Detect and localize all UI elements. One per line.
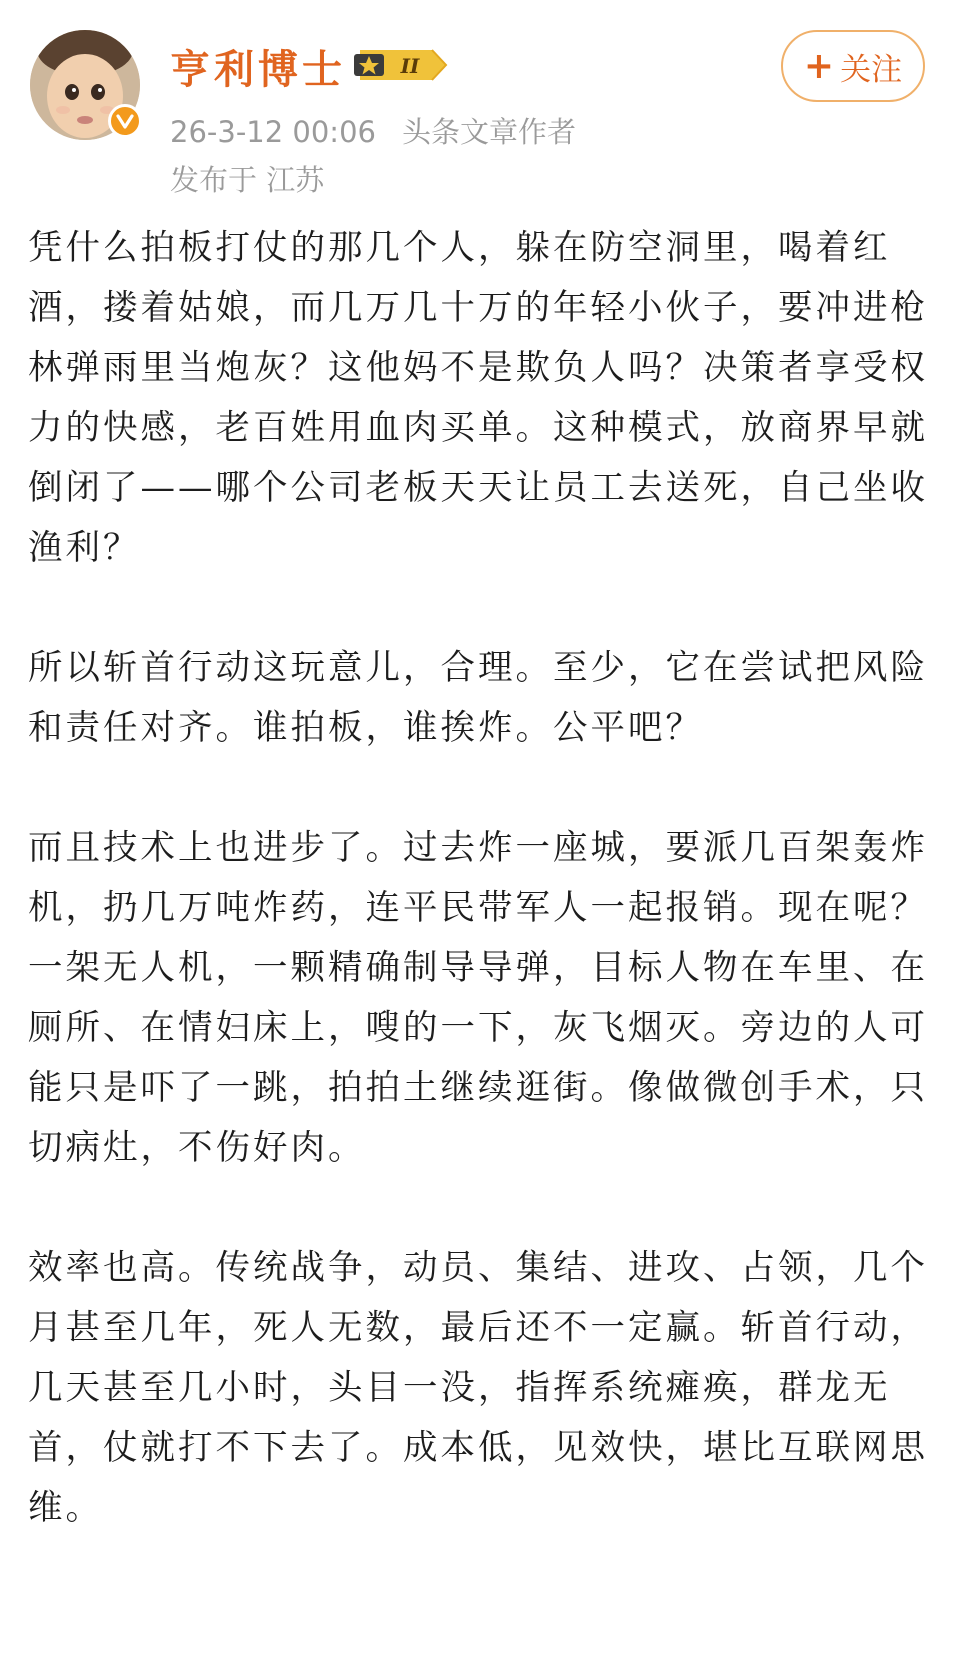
paragraph: 所以斩首行动这玩意儿，合理。至少，它在尝试把风险和责任对齐。谁拍板，谁挨炸。公平吧？	[28, 648, 928, 748]
plus-icon: +	[803, 45, 835, 87]
level-badge-label: II	[400, 54, 420, 78]
follow-button-label: 关注	[840, 51, 903, 88]
paragraph: 凭什么拍板打仗的那几个人，躲在防空洞里，喝着红酒，搂着姑娘，而几万几十万的年轻小伙子，要冲进枪林弹雨里当炮灰？这他妈不是欺负人吗？决策者享受权力的快感，老百姓用血肉买单。这种模式，放商界早就倒闭了——哪个公司老板天天让员工去送死，自己坐收渔利？	[28, 228, 928, 568]
paragraph: 而且技术上也进步了。过去炸一座城，要派几百架轰炸机，扔几万吨炸药，连平民带军人一起报销。现在呢？一架无人机，一颗精确制导导弹，目标人物在车里、在厕所、在情妇床上，嗖的一下，灰飞烟灭。旁边的人可能只是吓了一跳，拍拍土继续逛街。像做微创手术，只切病灶，不伤好肉。	[28, 828, 928, 1168]
avatar[interactable]	[30, 30, 140, 140]
author-name[interactable]: 亨利博士	[170, 46, 346, 93]
post-location: 发布于 江苏	[170, 163, 325, 197]
post-header	[0, 0, 960, 200]
level-badge	[352, 46, 452, 84]
paragraph: 效率也高。传统战争，动员、集结、进攻、占领，几个月甚至几年，死人无数，最后还不一定赢。斩首行动，几天甚至几小时，头目一没，指挥系统瘫痪，群龙无首，仗就打不下去了。成本低，见效快，堪比互联网思维。	[28, 1248, 928, 1528]
author-role: 头条文章作者	[401, 115, 576, 149]
follow-button[interactable]	[781, 30, 925, 102]
post-body	[28, 218, 938, 1598]
verified-v-badge-icon	[108, 104, 142, 138]
post-meta	[170, 110, 576, 151]
post-timestamp: 26-3-12 00:06	[170, 115, 376, 149]
